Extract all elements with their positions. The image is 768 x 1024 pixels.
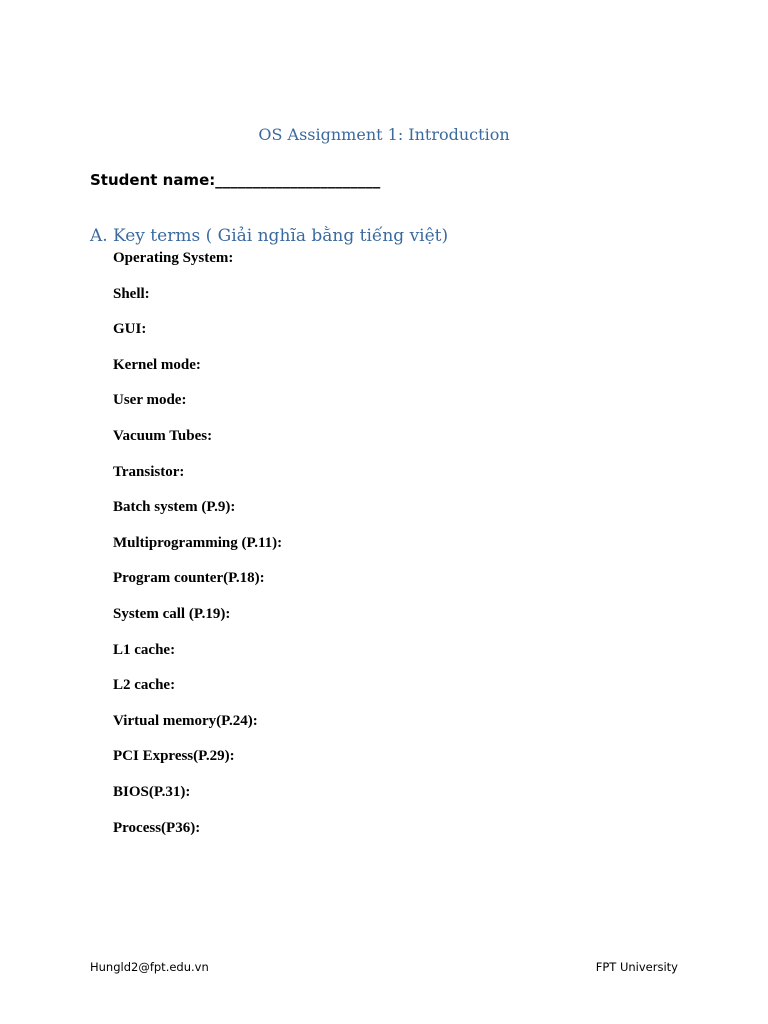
key-term-item: L1 cache:: [113, 641, 176, 658]
key-term-item: User mode:: [113, 392, 187, 409]
key-term-item: PCI Express(P.29):: [113, 748, 235, 765]
footer-email: Hungld2@fpt.edu.vn: [90, 960, 209, 974]
key-term-item: System call (P.19):: [113, 605, 231, 622]
key-term-item: Batch system (P.9):: [113, 499, 236, 516]
key-term-item: Transistor:: [113, 463, 185, 480]
key-term-item: BIOS(P.31):: [113, 783, 191, 800]
key-term-item: Shell:: [113, 285, 150, 302]
key-term-item: Multiprogramming (P.11):: [113, 534, 283, 551]
section-number: A.: [90, 226, 108, 246]
key-terms-list: [113, 247, 282, 852]
student-name-blank: ______________________: [215, 171, 381, 189]
key-term-item: L2 cache:: [113, 677, 176, 694]
student-name-row: [90, 170, 380, 190]
footer-organization: FPT University: [595, 960, 678, 974]
key-term-item: Virtual memory(P.24):: [113, 712, 258, 729]
key-term-item: Process(P36):: [113, 819, 201, 836]
key-term-item: GUI:: [113, 321, 147, 338]
section-title: Key terms ( Giải nghĩa bằng tiếng việt): [113, 226, 449, 246]
key-term-item: Kernel mode:: [113, 356, 201, 373]
section-heading-key-terms: [90, 224, 448, 248]
key-term-item: Program counter(P.18):: [113, 570, 265, 587]
key-term-item: Operating System:: [113, 250, 234, 266]
key-term-item: Vacuum Tubes:: [113, 427, 213, 444]
page-title: OS Assignment 1: Introduction: [258, 125, 510, 144]
student-name-label: Student name:: [90, 171, 216, 189]
